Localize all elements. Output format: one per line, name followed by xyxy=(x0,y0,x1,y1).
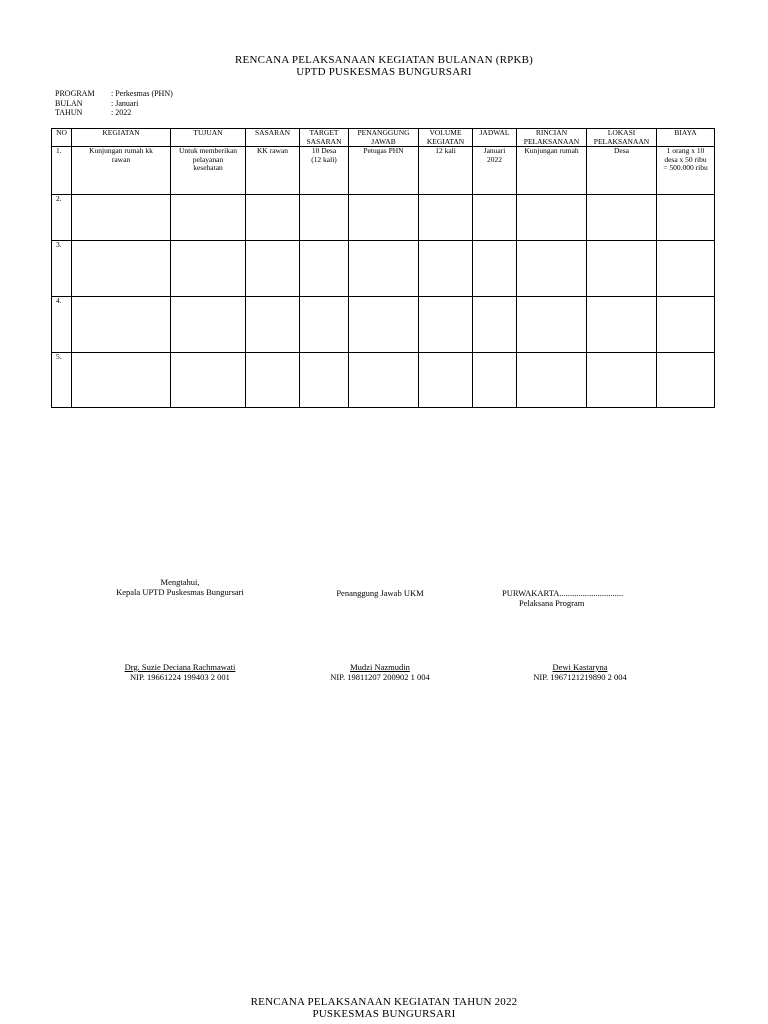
table-row xyxy=(52,147,715,195)
col-header-no: NO xyxy=(52,129,72,147)
signature-middle-name: Mudzi Nazmudin xyxy=(350,662,410,672)
page-title xyxy=(0,54,768,78)
col-header-volume-kegiatan: VOLUME KEGIATAN xyxy=(419,129,473,147)
col-header-target-sasaran: TARGET SASARAN xyxy=(300,129,349,147)
cell-penanggung-jawab: Petugas PHN xyxy=(349,147,419,195)
bulan-row xyxy=(55,99,173,109)
cell-kegiatan: Kunjungan rumah kk rawan xyxy=(72,147,171,195)
meta-block xyxy=(55,89,173,118)
tahun-label: TAHUN xyxy=(55,108,83,117)
tahun-value: : 2022 xyxy=(111,108,132,117)
table-row xyxy=(52,353,715,408)
signature-right-block xyxy=(495,662,665,682)
signature-middle-heading xyxy=(300,588,460,598)
footer-line-1: RENCANA PELAKSANAAN KEGIATAN TAHUN 2022 xyxy=(250,996,518,1008)
signature-right-line1: PURWAKARTA.............................. xyxy=(502,588,624,598)
col-header-tujuan: TUJUAN xyxy=(171,129,246,147)
col-header-biaya: BIAYA xyxy=(657,129,715,147)
rpkb-table xyxy=(51,128,715,408)
signature-right-name: Dewi Kastaryna xyxy=(552,662,608,672)
program-row xyxy=(55,89,173,99)
signature-left-line1: Mengtahui, xyxy=(160,577,200,587)
table-row xyxy=(52,297,715,353)
bulan-label: BULAN xyxy=(55,98,83,108)
col-header-penanggung-jawab: PENANGGUNG JAWAB xyxy=(349,129,419,147)
cell-no: 2. xyxy=(52,195,72,241)
program-label: PROGRAM xyxy=(55,89,95,98)
signature-right-nip: NIP. 1967121219890 2 004 xyxy=(533,672,627,682)
program-value: : Perkesmas (PHN) xyxy=(111,89,173,98)
table-row xyxy=(52,195,715,241)
title-line-1: RENCANA PELAKSANAAN KEGIATAN BULANAN (RPKB) xyxy=(235,54,533,66)
table-row xyxy=(52,241,715,297)
cell-lokasi: Desa xyxy=(587,147,657,195)
cell-sasaran: KK rawan xyxy=(246,147,300,195)
cell-no: 5. xyxy=(52,353,72,408)
cell-no: 1. xyxy=(52,147,72,195)
signature-middle-nip: NIP. 19811207 200902 1 004 xyxy=(330,672,430,682)
col-header-jadwal: JADWAL xyxy=(473,129,517,147)
signature-left-nip: NIP. 19661224 199403 2 001 xyxy=(130,672,230,682)
col-header-kegiatan: KEGIATAN xyxy=(72,129,171,147)
cell-target: 10 Desa (12 kali) xyxy=(300,147,349,195)
cell-jadwal: Januari 2022 xyxy=(473,147,517,195)
table-header-row xyxy=(52,129,715,147)
signature-middle-block xyxy=(300,662,460,682)
col-header-sasaran: SASARAN xyxy=(246,129,300,147)
bulan-value: : Januari xyxy=(111,98,139,108)
col-header-rincian-pelaksanaan: RINCIAN PELAKSANAAN xyxy=(517,129,587,147)
signature-left-line2: Kepala UPTD Puskesmas Bungursari xyxy=(116,587,244,597)
tahun-row xyxy=(55,108,173,118)
signature-left-block xyxy=(95,662,265,682)
cell-no: 3. xyxy=(52,241,72,297)
signature-left-heading xyxy=(95,577,265,597)
signature-right-line2: Pelaksana Program xyxy=(519,598,585,608)
footer-title xyxy=(0,996,768,1020)
signature-middle-line1: Penanggung Jawab UKM xyxy=(336,588,424,598)
signature-right-heading xyxy=(502,588,682,608)
cell-biaya: 1 orang x 10 desa x 50 ribu = 500.000 ribu xyxy=(657,147,715,195)
cell-no: 4. xyxy=(52,297,72,353)
cell-tujuan: Untuk memberikan pelayanan kesehatan xyxy=(171,147,246,195)
col-header-lokasi-pelaksanaan: LOKASI PELAKSANAAN xyxy=(587,129,657,147)
cell-volume: 12 kali xyxy=(419,147,473,195)
signature-left-name: Drg. Suzie Deciana Rachmawati xyxy=(124,662,236,672)
title-line-2: UPTD PUSKESMAS BUNGURSARI xyxy=(296,66,472,78)
cell-rincian: Kunjungan rumah xyxy=(517,147,587,195)
footer-line-2: PUSKESMAS BUNGURSARI xyxy=(312,1008,456,1020)
